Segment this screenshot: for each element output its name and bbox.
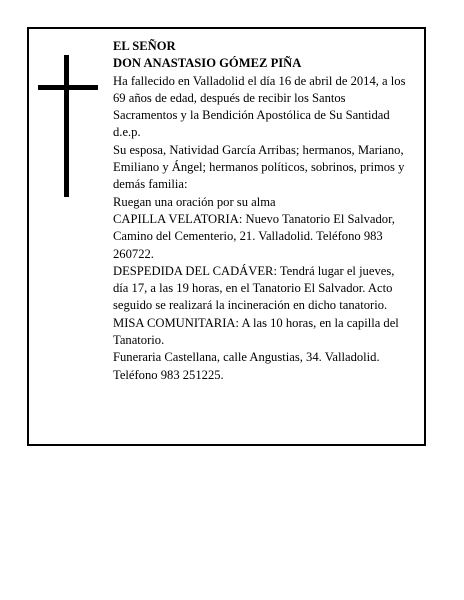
farewell-info: DESPEDIDA DEL CADÁVER: Tendrá lugar el jueves, día 17, a las 19 horas, en el Tanatorio El Salvador. Acto seguido se realizará la incineración en dicho tanatorio. [113,263,395,313]
deceased-name: DON ANASTASIO GÓMEZ PIÑA [113,56,302,71]
heading-title: EL SEÑOR [113,39,176,53]
cross-vertical-bar [64,55,69,197]
prayer-request: Ruegan una oración por su alma [113,194,276,209]
death-announcement: Ha fallecido en Valladolid el día 16 de abril de 2014, a los 69 años de edad, después de recibir los Santos Sacramentos y la Bendición Apostólica de Su Santidad d.e.p. [113,73,406,140]
cross-horizontal-bar [38,85,98,90]
wake-chapel-info: CAPILLA VELATORIA: Nuevo Tanatorio El Salvador, Camino del Cementerio, 21. Valladolid. Teléfono 983 260722. [113,211,395,261]
funeral-home-info: Funeraria Castellana, calle Angustias, 34. Valladolid. Teléfono 983 251225. [113,350,380,382]
community-mass-info: MISA COMUNITARIA: A las 10 horas, en la capilla del Tanatorio. [113,315,399,348]
obituary-text [113,38,411,384]
family-list: Su esposa, Natividad García Arribas; hermanos, Mariano, Emiliano y Ángel; hermanos políticos, sobrinos, primos y demás familia: [113,142,405,192]
cross-icon [38,55,98,197]
